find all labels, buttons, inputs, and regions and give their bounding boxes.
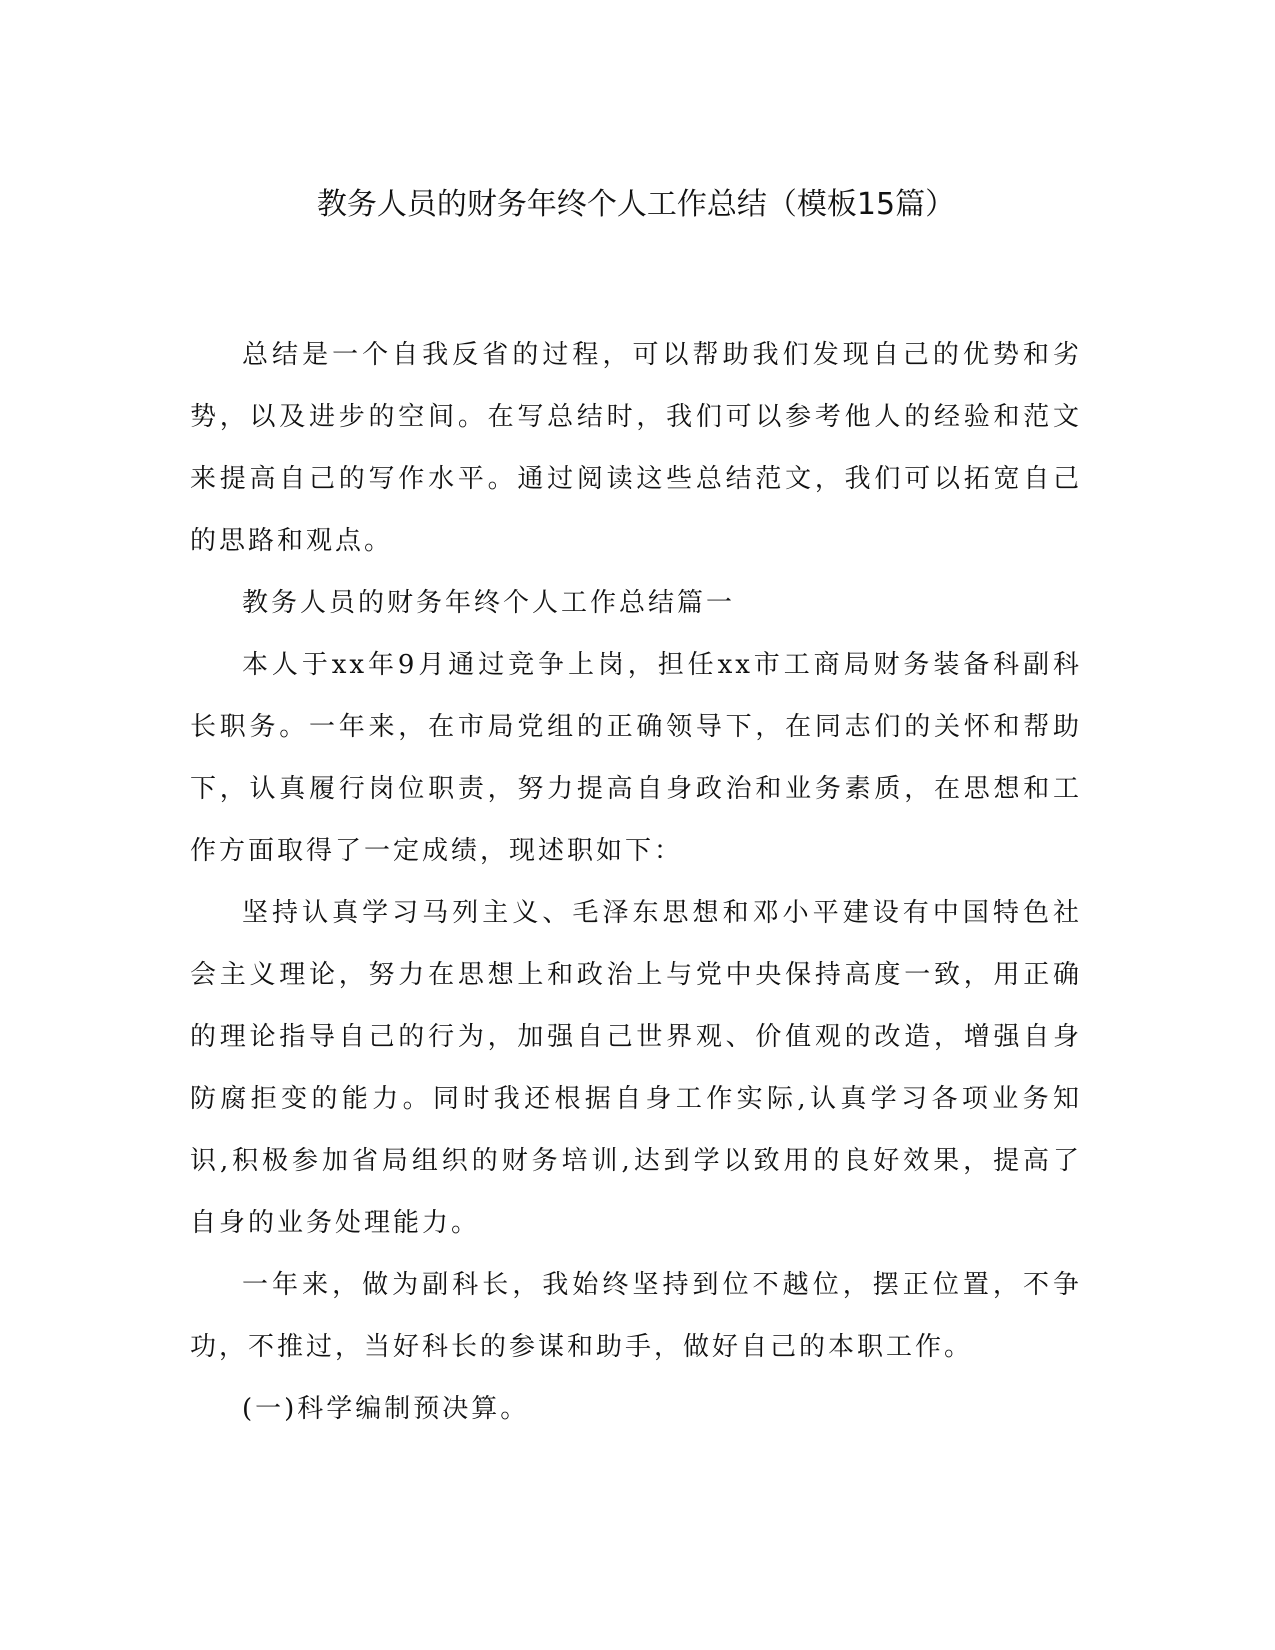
subsection-heading: (一)科学编制预决算。 [242, 1394, 530, 1424]
document-body [190, 324, 1082, 1440]
paragraph: 坚持认真学习马列主义、毛泽东思想和邓小平建设有中国特色社会主义理论，努力在思想上和政治上与党中央保持高度一致，用正确的理论指导自己的行为，加强自己世界观、价值观的改造，增强自身防腐拒变的能力。同时我还根据自身工作实际,认真学习各项业务知识,积极参加省局组织的财务培训,达到学以致用的良好效果，提高了自身的业务处理能力。 [190, 898, 1082, 1238]
paragraph-intro: 总结是一个自我反省的过程，可以帮助我们发现自己的优势和劣势，以及进步的空间。在写总结时，我们可以参考他人的经验和范文来提高自己的写作水平。通过阅读这些总结范文，我们可以拓宽自己的思路和观点。 [190, 340, 1082, 556]
paragraph: 本人于xx年9月通过竞争上岗，担任xx市工商局财务装备科副科长职务。一年来，在市局党组的正确领导下，在同志们的关怀和帮助下，认真履行岗位职责，努力提高自身政治和业务素质，在思想和工作方面取得了一定成绩，现述职如下： [190, 650, 1082, 866]
paragraph: 一年来，做为副科长，我始终坚持到位不越位，摆正位置，不争功，不推过，当好科长的参谋和助手，做好自己的本职工作。 [190, 1270, 1082, 1362]
section-heading: 教务人员的财务年终个人工作总结篇一 [242, 588, 736, 618]
document-title: 教务人员的财务年终个人工作总结（模板15篇） [316, 187, 956, 222]
